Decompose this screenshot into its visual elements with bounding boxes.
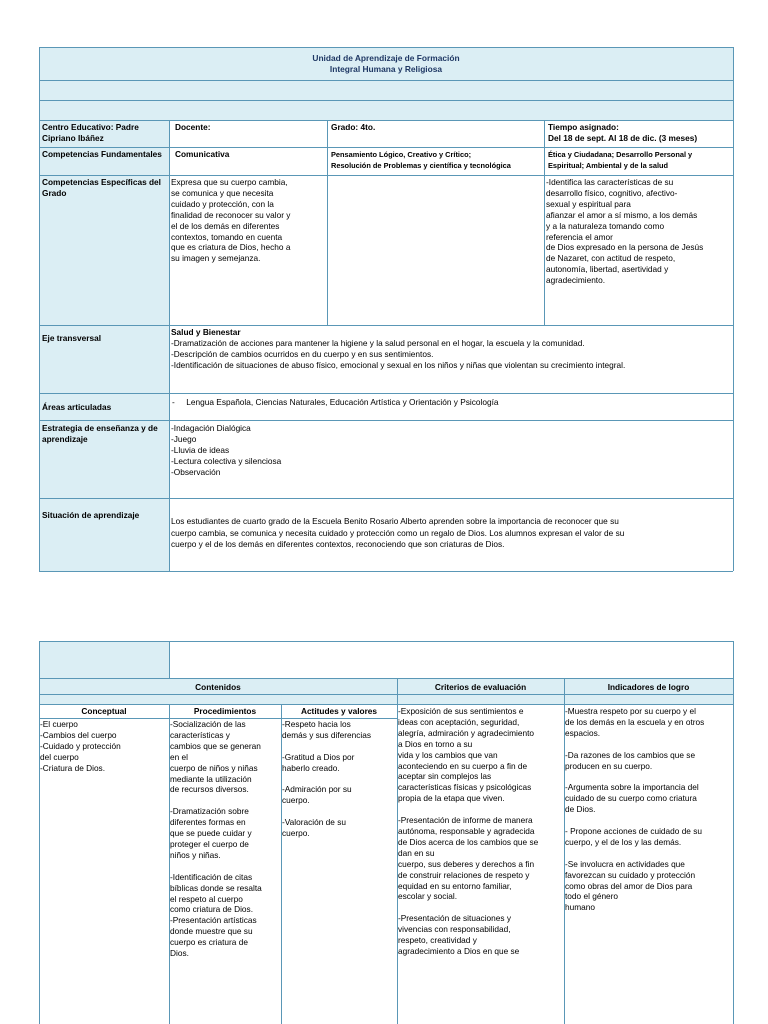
comp-col2-line1: Pensamiento Lógico, Creativo y Crítico; bbox=[331, 150, 472, 159]
table2-corner-cell bbox=[39, 641, 169, 678]
blank-band-2 bbox=[39, 100, 733, 120]
estrategia-item: -Lluvia de ideas bbox=[171, 444, 230, 455]
procedimiento-line: cuerpo es criatura de bbox=[170, 937, 248, 948]
competencias-especificas-col1 bbox=[170, 177, 327, 323]
grid-line bbox=[564, 678, 565, 1024]
title-line-2: Integral Humana y Religiosa bbox=[329, 63, 443, 74]
indicador-line: -Se involucra en actividades que bbox=[565, 858, 685, 869]
indicador-line: humano bbox=[565, 902, 595, 913]
procedimientos-content bbox=[170, 719, 281, 1024]
criterio-line bbox=[398, 902, 564, 913]
grid-line bbox=[39, 100, 733, 101]
procedimiento-line: proteger el cuerpo de bbox=[170, 838, 249, 849]
actitud-line bbox=[282, 774, 397, 785]
criterios-header: Criterios de evaluación bbox=[434, 682, 527, 692]
actitud-line: -Gratitud a Dios por bbox=[282, 751, 355, 762]
ce3-line: y a la naturaleza tomando como bbox=[546, 220, 665, 231]
situacion-line: Los estudiantes de cuarto grado de la Escuela Benito Rosario Alberto aprenden sobre la importancia de reconocer que su bbox=[171, 516, 619, 526]
conceptual-item: -El cuerpo bbox=[40, 719, 78, 729]
criterio-line: -Exposición de sus sentimientos e bbox=[398, 706, 524, 716]
grid-line bbox=[39, 571, 733, 572]
grid-line bbox=[39, 498, 733, 499]
criterio-line: aconteciendo en su cuerpo a fin de bbox=[398, 760, 528, 771]
procedimiento-line: características y bbox=[170, 729, 230, 740]
indicadores-header: Indicadores de logro bbox=[607, 682, 690, 692]
criterio-line: escolar y social. bbox=[398, 891, 458, 902]
procedimiento-line: mediante la utilización bbox=[170, 773, 252, 784]
indicador-line bbox=[565, 848, 733, 859]
criterio-line: dan en su bbox=[398, 847, 435, 858]
grid-line bbox=[39, 420, 733, 421]
actitud-line bbox=[282, 806, 397, 817]
criterio-line: aceptar sin complejos las bbox=[398, 771, 492, 782]
procedimiento-line: cuerpo de niños y niñas bbox=[170, 762, 258, 773]
indicador-line bbox=[565, 739, 733, 750]
estrategia-item: -Indagación Dialógica bbox=[171, 423, 251, 433]
situacion-line: cuerpo y el de los demás en diferentes contextos, reconociendo que son criaturas de Dios. bbox=[171, 539, 505, 550]
ce3-line: de Dios expresado en la persona de Jesús bbox=[546, 242, 704, 253]
ce3-line: autonomía, libertad, asertividad y bbox=[546, 264, 669, 275]
indicador-line: de Dios. bbox=[565, 804, 596, 815]
situacion-line: cuerpo cambia, se comunica y necesita cuidado y protección como un regalo de Dios. Los alumnos expresan el valor de su bbox=[171, 527, 625, 538]
eje-line: -Identificación de situaciones de abuso físico, emocional y sexual en los niños y niñas que violentan su crecimiento integral. bbox=[171, 359, 626, 370]
grid-line bbox=[39, 120, 733, 121]
procedimiento-line: niños y niñas. bbox=[170, 849, 221, 860]
ce3-line: -Identifica las características de su bbox=[546, 177, 674, 187]
competencias-especificas-col3 bbox=[545, 177, 733, 323]
actitud-line: cuerpo. bbox=[282, 828, 310, 839]
procedimiento-line: donde muestre que su bbox=[170, 926, 253, 937]
grid-line bbox=[39, 678, 733, 679]
grid-line bbox=[397, 678, 398, 1024]
conceptual-item: -Criatura de Dios. bbox=[40, 762, 106, 773]
grid-line bbox=[39, 47, 40, 571]
ce1-line: cuidado y protección, con la bbox=[171, 198, 274, 209]
indicador-line: -Muestra respeto por su cuerpo y el bbox=[565, 706, 696, 716]
document-title bbox=[39, 53, 733, 79]
procedimiento-line: diferentes formas en bbox=[170, 817, 246, 828]
competencia-etica bbox=[545, 147, 733, 175]
ce3-line: afianzar el amor a sí mismo, a los demás bbox=[546, 209, 698, 220]
criterio-line: equidad en su entorno familiar, bbox=[398, 880, 512, 891]
estrategia-item: -Lectura colectiva y silenciosa bbox=[171, 455, 282, 466]
grid-line bbox=[39, 694, 733, 695]
ce1-line: contextos, tomando en cuenta bbox=[171, 231, 283, 242]
contenidos-header: Contenidos bbox=[195, 682, 241, 692]
criterio-line: ideas con aceptación, seguridad, bbox=[398, 716, 520, 727]
title-line-1: Unidad de Aprendizaje de Formación bbox=[312, 53, 460, 63]
indicador-line: cuerpo, y el de los y las demás. bbox=[565, 836, 682, 847]
ce1-line: finalidad de reconocer su valor y bbox=[171, 209, 291, 220]
procedimiento-line bbox=[170, 861, 281, 872]
blank-band-1 bbox=[39, 80, 733, 100]
ce1-line: Expresa que su cuerpo cambia, bbox=[171, 177, 288, 187]
eje-heading: Salud y Bienestar bbox=[171, 327, 241, 337]
estrategia-item: -Juego bbox=[171, 433, 197, 444]
grid-line bbox=[733, 641, 734, 1024]
actitud-line: cuerpo. bbox=[282, 795, 310, 806]
estrategia-content bbox=[170, 423, 733, 493]
eje-line: -Dramatización de acciones para mantener la higiene y la salud personal en el hogar, la escuela y la comunidad. bbox=[171, 337, 585, 348]
indicador-line: como obras del amor de Dios para bbox=[565, 880, 693, 891]
comp-col2-line2: Resolución de Problemas y científica y tecnológica bbox=[331, 161, 511, 170]
criterio-line: -Presentación de informe de manera bbox=[398, 815, 533, 826]
procedimiento-line: -Socialización de las bbox=[170, 719, 246, 729]
conceptual-item: -Cambios del cuerpo bbox=[40, 729, 117, 740]
grid-line bbox=[39, 641, 40, 1024]
procedimiento-line: que se puede cuidar y bbox=[170, 828, 252, 839]
indicador-line bbox=[565, 771, 733, 782]
criterio-line bbox=[398, 804, 564, 815]
eje-transversal-label: Eje transversal bbox=[42, 333, 102, 343]
actitud-line: demás y sus diferencias bbox=[282, 729, 372, 740]
procedimiento-line: -Identificación de citas bbox=[170, 871, 253, 882]
indicadores-content bbox=[565, 706, 733, 1024]
ce3-line: sexual y espiritual para bbox=[546, 198, 631, 209]
indicador-line: de los demás en la escuela y en otros bbox=[565, 716, 705, 727]
eje-line: -Descripción de cambios ocurridos en du cuerpo y en sus sentimientos. bbox=[171, 348, 434, 359]
procedimientos-header: Procedimientos bbox=[193, 706, 257, 716]
centro-educativo-label: Centro Educativo: Padre Cipriano Ibáñez bbox=[42, 122, 139, 143]
criterio-line: respeto, creatividad y bbox=[398, 935, 477, 946]
tiempo-value: Del 18 de sept. Al 18 de dic. (3 meses) bbox=[548, 132, 698, 143]
competencias-fundamentales-label: Competencias Fundamentales bbox=[42, 149, 162, 159]
grid-line bbox=[281, 704, 282, 1024]
areas-articuladas-value: - Lengua Española, Ciencias Naturales, Educación Artística y Orientación y Psicología bbox=[172, 397, 499, 407]
procedimiento-line: -Dramatización sobre bbox=[170, 806, 249, 817]
conceptual-header: Conceptual bbox=[81, 706, 127, 716]
grid-line bbox=[39, 704, 733, 705]
criterios-content bbox=[398, 706, 564, 1024]
grid-line bbox=[39, 80, 733, 81]
estrategia-label: Estrategia de enseñanza y de aprendizaje bbox=[42, 423, 158, 444]
criterio-line: características físicas y psicológicas bbox=[398, 782, 532, 793]
actitudes-content bbox=[282, 719, 397, 1024]
criterio-line: alegría, admiración y agradecimiento bbox=[398, 727, 535, 738]
procedimiento-line: en el bbox=[170, 751, 188, 762]
grid-line bbox=[327, 120, 328, 325]
criterio-line: de Dios acerca de los cambios que se bbox=[398, 836, 539, 847]
grid-line bbox=[39, 718, 397, 719]
ce1-line: el de los demás en diferentes bbox=[171, 220, 280, 231]
procedimiento-line: Dios. bbox=[170, 948, 189, 959]
situacion-content bbox=[170, 516, 733, 566]
indicador-line bbox=[565, 815, 733, 826]
comp-col3-line2: Espiritual; Ambiental y de la salud bbox=[548, 161, 669, 170]
procedimiento-line: cambios que se generan bbox=[170, 740, 261, 751]
ce1-line: que es criatura de Dios, hecho a bbox=[171, 242, 291, 253]
procedimiento-line: el respeto al cuerpo bbox=[170, 893, 243, 904]
conceptual-item: del cuerpo bbox=[40, 751, 79, 762]
grid-line bbox=[39, 175, 733, 176]
indicador-line: favorezcan su cuidado y protección bbox=[565, 869, 696, 880]
grid-line bbox=[169, 704, 170, 1024]
procedimiento-line: -Presentación artísticas bbox=[170, 915, 257, 926]
actitud-line: haberlo creado. bbox=[282, 762, 340, 773]
docente-label: Docente: bbox=[175, 122, 211, 132]
grid-line bbox=[169, 120, 170, 571]
actitudes-header: Actitudes y valores bbox=[300, 706, 378, 716]
tiempo-asignado bbox=[545, 120, 733, 147]
ce1-line: se comunica y que necesita bbox=[171, 187, 274, 198]
conceptual-content bbox=[40, 719, 168, 1024]
criterio-line: propia de la etapa que viven. bbox=[398, 793, 505, 804]
comp-col3-line1: Ética y Ciudadana; Desarrollo Personal y bbox=[548, 150, 693, 159]
tiempo-label: Tiempo asignado: bbox=[548, 122, 619, 132]
criterio-line: de construir relaciones de respeto y bbox=[398, 869, 530, 880]
criterio-line: vida y los cambios que van bbox=[398, 749, 498, 760]
ce1-line: su imagen y semejanza. bbox=[171, 253, 261, 264]
indicador-line: - Propone acciones de cuidado de su bbox=[565, 825, 702, 836]
grid-line bbox=[39, 325, 733, 326]
ce3-line: referencia el amor bbox=[546, 231, 613, 242]
procedimiento-line bbox=[170, 795, 281, 806]
procedimiento-line: de recursos diversos. bbox=[170, 784, 249, 795]
actitud-line: -Admiración por su bbox=[282, 784, 352, 795]
competencia-pensamiento bbox=[328, 147, 544, 175]
actitud-line bbox=[282, 741, 397, 752]
ce3-line: de Nazaret, con actitud de respeto, bbox=[546, 253, 676, 264]
grid-line bbox=[39, 393, 733, 394]
actitud-line: -Respeto hacia los bbox=[282, 719, 351, 729]
criterio-line: cuerpo, sus deberes y derechos a fin bbox=[398, 858, 535, 869]
ce3-line: agradecimiento. bbox=[546, 275, 606, 286]
criterio-line: autónoma, responsable y agradecida bbox=[398, 825, 535, 836]
criterio-line: a Dios en torno a su bbox=[398, 738, 473, 749]
grid-line bbox=[39, 147, 733, 148]
eje-transversal-content bbox=[170, 327, 733, 391]
grid-line bbox=[544, 120, 545, 325]
conceptual-item: -Cuidado y protección bbox=[40, 740, 121, 751]
grid-line bbox=[169, 641, 170, 678]
ce3-line: desarrollo físico, cognitivo, afectivo- bbox=[546, 187, 678, 198]
procedimiento-line: bíblicas donde se resalta bbox=[170, 882, 262, 893]
indicador-line: todo el género bbox=[565, 891, 619, 902]
indicador-line: cuidado de su cuerpo como criatura bbox=[565, 793, 697, 804]
indicador-line: -Da razones de los cambios que se bbox=[565, 749, 696, 760]
competencia-comunicativa: Comunicativa bbox=[175, 149, 230, 159]
grid-line bbox=[39, 641, 733, 642]
areas-articuladas-label: Áreas articuladas bbox=[42, 402, 112, 412]
grid-line bbox=[39, 47, 733, 48]
situacion-label: Situación de aprendizaje bbox=[42, 510, 140, 520]
estrategia-item: -Observación bbox=[171, 466, 221, 477]
grado-label: Grado: 4to. bbox=[331, 122, 376, 132]
grid-line bbox=[733, 47, 734, 571]
criterio-line: agradecimiento a Dios en que se bbox=[398, 945, 520, 956]
actitud-line: -Valoración de su bbox=[282, 817, 346, 828]
criterio-line: -Presentación de situaciones y bbox=[398, 913, 511, 924]
criterio-line: vivencias con responsabilidad, bbox=[398, 924, 511, 935]
indicador-line: producen en su cuerpo. bbox=[565, 760, 653, 771]
procedimiento-line: como criatura de Dios. bbox=[170, 904, 254, 915]
indicador-line: -Argumenta sobre la importancia del bbox=[565, 782, 699, 793]
competencias-especificas-label: Competencias Específicas del Grado bbox=[42, 177, 161, 198]
indicador-line: espacios. bbox=[565, 727, 601, 738]
